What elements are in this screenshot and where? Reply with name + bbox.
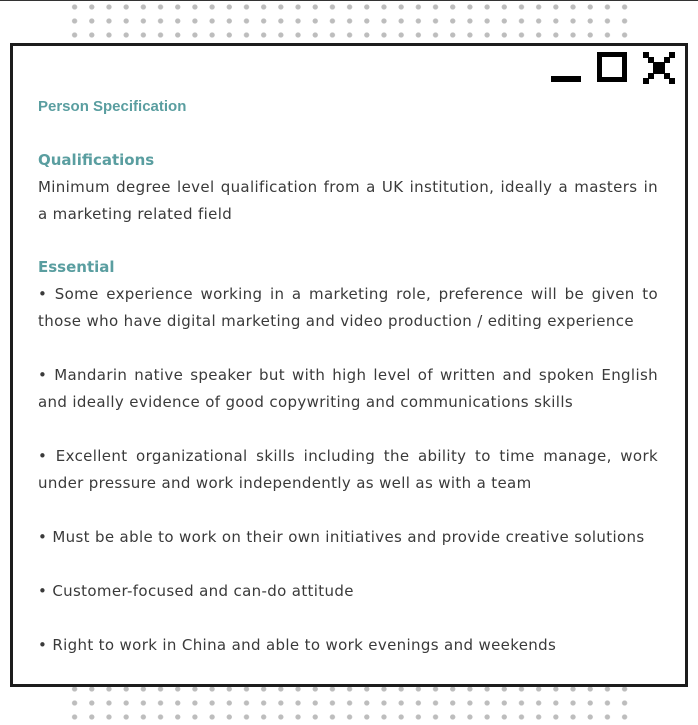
qualifications-text: Minimum degree level qualification from a UK institution, ideally a masters in a marketing related field <box>38 178 658 223</box>
bullet-item: • Must be able to work on their own initiatives and provide creative solutions <box>38 528 645 546</box>
maximize-icon[interactable] <box>597 52 627 82</box>
close-icon[interactable] <box>643 52 675 84</box>
bullet-item: • Right to work in China and able to work evenings and weekends <box>38 636 557 654</box>
minimize-icon[interactable] <box>551 76 581 82</box>
window-controls <box>551 50 681 86</box>
bullet-item: • Mandarin native speaker but with high level of written and spoken English and ideally evidence of good copywriting and communications skills <box>38 366 658 411</box>
page-title: Person Specification <box>38 98 187 115</box>
document-content <box>38 93 658 659</box>
section-heading-essential: Essential <box>38 258 115 276</box>
document-window <box>10 43 688 687</box>
decorative-dot-pattern-top <box>66 0 634 42</box>
decorative-dot-pattern-bottom <box>66 682 634 725</box>
bullet-item: • Excellent organizational skills including the ability to time manage, work under pressure and work independently as well as with a team <box>38 447 658 492</box>
bullet-item: • Some experience working in a marketing role, preference will be given to those who have digital marketing and video production / editing experience <box>38 285 658 330</box>
section-heading-qualifications: Qualifications <box>38 151 155 169</box>
bullet-item: • Customer-focused and can-do attitude <box>38 582 354 600</box>
